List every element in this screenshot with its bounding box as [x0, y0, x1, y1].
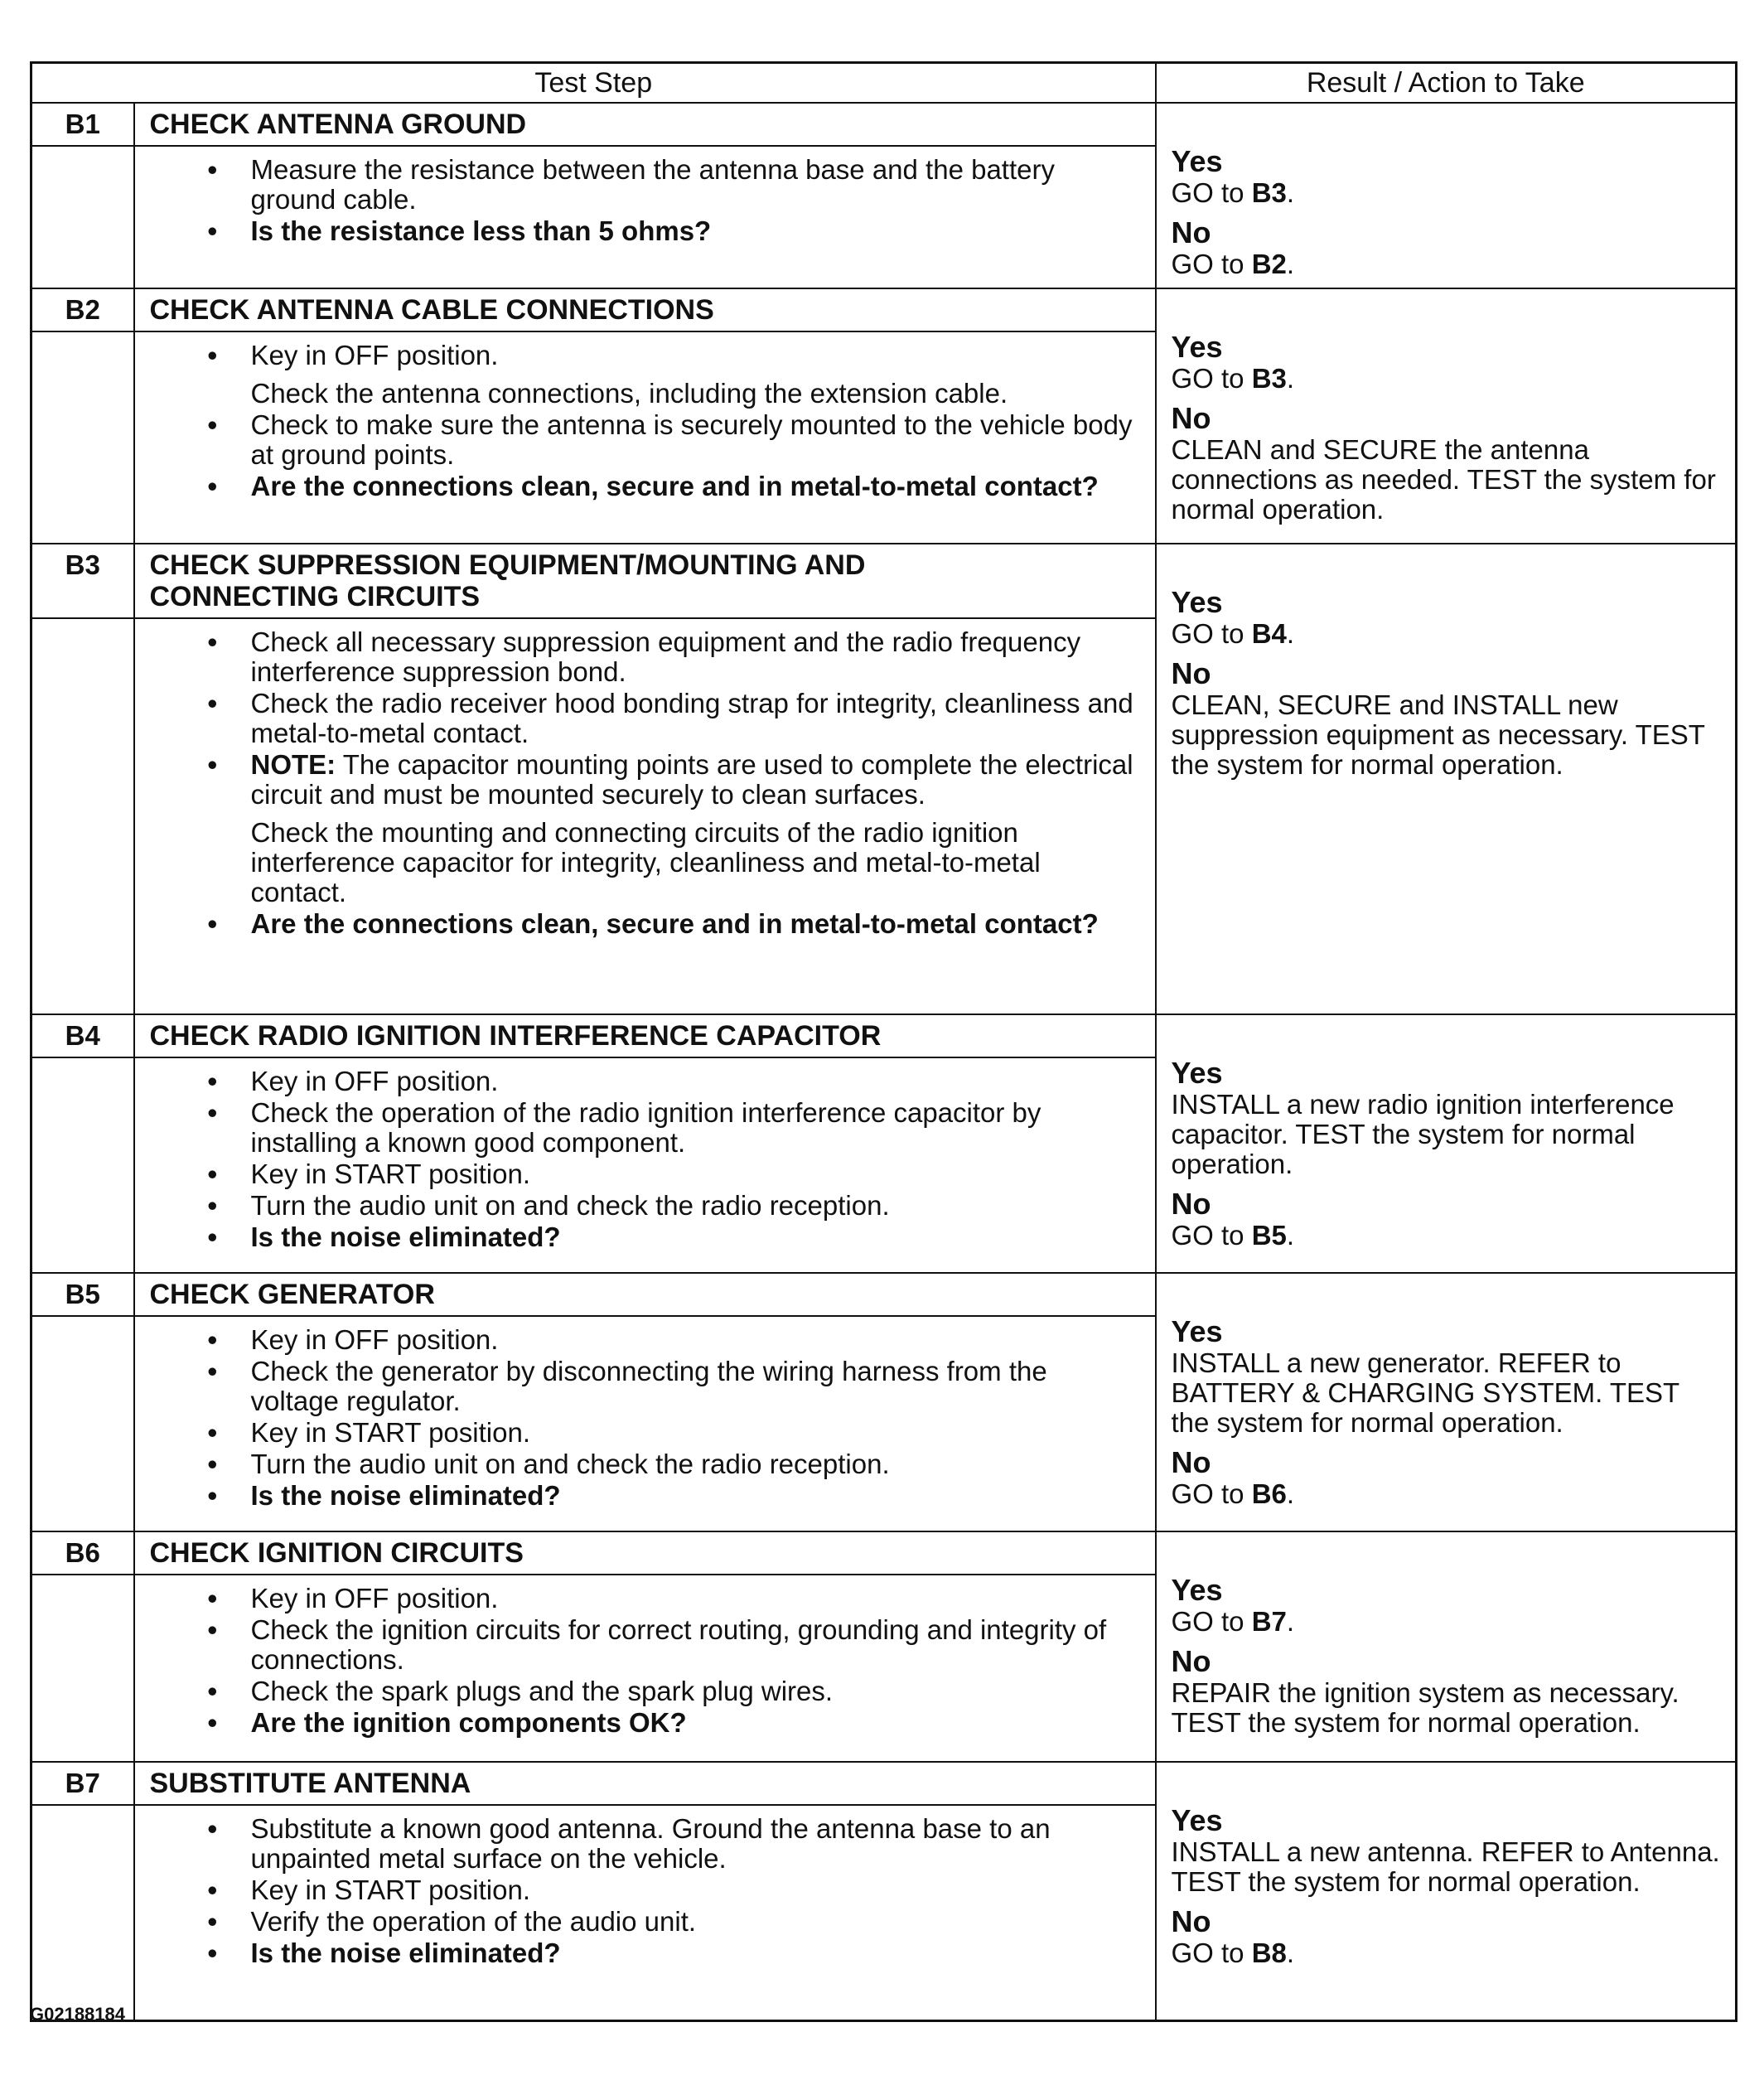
step-title: CHECK ANTENNA CABLE CONNECTIONS — [134, 288, 1156, 331]
result-yes-ref: B4 — [1251, 618, 1287, 649]
step-bullet-list — [135, 1067, 1138, 1252]
step-id: B5 — [31, 1273, 134, 1316]
result-no-action: GO to — [1171, 1938, 1244, 1968]
step-id: B4 — [31, 1014, 134, 1057]
result-no-text: GO to B6. — [1171, 1478, 1295, 1509]
result-yes-text: INSTALL a new radio ignition interference capacitor. TEST the system for normal operation. — [1171, 1089, 1675, 1179]
step-id: B6 — [31, 1531, 134, 1575]
list-item: • Key in OFF position. — [251, 1067, 1138, 1096]
step-id: B7 — [31, 1762, 134, 1805]
step-result — [1156, 1762, 1737, 2021]
list-item: • Check the operation of the radio ignition interference capacitor by installing a known good component. — [251, 1098, 1138, 1158]
result-no-action: GO to — [1171, 1220, 1244, 1251]
step-b6 — [31, 1531, 1737, 1762]
step-title-row — [31, 1531, 1737, 1575]
step-b1 — [31, 103, 1737, 288]
result-no-ref: B8 — [1251, 1938, 1287, 1968]
list-item: • Verify the operation of the audio unit. — [251, 1907, 1138, 1937]
step-result — [1156, 103, 1737, 288]
list-item-question: • Is the noise eliminated? — [251, 1938, 1138, 1968]
list-item: • Check the generator by disconnecting the wiring harness from the voltage regulator. — [251, 1357, 1138, 1416]
empty-id-cell — [31, 331, 134, 544]
step-title: SUBSTITUTE ANTENNA — [134, 1762, 1156, 1805]
result-yes-label: Yes — [1171, 1573, 1223, 1607]
result-yes-ref: B7 — [1251, 1606, 1287, 1637]
result-yes-text: GO to B3. — [1171, 177, 1295, 208]
result-yes-action: GO to — [1171, 177, 1244, 208]
result-no-action: GO to — [1171, 249, 1244, 279]
step-title: CHECK GENERATOR — [134, 1273, 1156, 1316]
result-no-text: GO to B5. — [1171, 1220, 1295, 1251]
list-item: • Key in START position. — [251, 1418, 1138, 1448]
empty-id-cell — [31, 146, 134, 288]
list-item: • Key in OFF position. — [251, 1325, 1138, 1355]
step-result — [1156, 1014, 1737, 1273]
step-result — [1156, 288, 1737, 544]
step-body — [134, 331, 1156, 544]
step-bullet-list — [135, 341, 1138, 501]
result-no-text: CLEAN, SECURE and INSTALL new suppression equipment as necessary. TEST the system for normal operation. — [1171, 689, 1705, 780]
list-item: • Check the spark plugs and the spark plug wires. — [251, 1676, 1138, 1706]
list-item-question: • Are the connections clean, secure and in metal-to-metal contact? — [251, 472, 1138, 501]
step-id: B2 — [31, 288, 134, 331]
result-no-action: GO to — [1171, 1478, 1244, 1509]
step-b5 — [31, 1273, 1737, 1531]
result-no-text: CLEAN and SECURE the antenna connections as needed. TEST the system for normal operation. — [1171, 434, 1716, 525]
step-title-row — [31, 1014, 1737, 1057]
list-item: • Key in START position. — [251, 1159, 1138, 1189]
header-result-action: Result / Action to Take — [1156, 63, 1737, 104]
result-no-ref: B5 — [1251, 1220, 1287, 1251]
diagnostic-document — [30, 61, 1735, 2022]
list-item-question: • Are the connections clean, secure and in metal-to-metal contact? — [251, 909, 1138, 939]
list-item: • Check all necessary suppression equipment and the radio frequency interference suppression bond. — [251, 627, 1138, 687]
step-title: CHECK IGNITION CIRCUITS — [134, 1531, 1156, 1575]
header-test-step: Test Step — [31, 63, 1156, 104]
result-yes-ref: B3 — [1251, 363, 1287, 394]
result-yes-text: INSTALL a new generator. REFER to BATTERY & CHARGING SYSTEM. TEST the system for normal operation. — [1171, 1347, 1679, 1438]
empty-id-cell — [31, 1575, 134, 1762]
step-b7 — [31, 1762, 1737, 2021]
figure-id: G02188184 — [30, 2004, 125, 2025]
step-title-row — [31, 288, 1737, 331]
step-body — [134, 1316, 1156, 1531]
step-result — [1156, 1531, 1737, 1762]
step-title: CHECK RADIO IGNITION INTERFERENCE CAPACITOR — [134, 1014, 1156, 1057]
result-yes-label: Yes — [1171, 1803, 1223, 1837]
result-yes-label: Yes — [1171, 1314, 1223, 1348]
result-no-label: No — [1171, 215, 1211, 249]
result-no-label: No — [1171, 1187, 1211, 1221]
list-item-note — [251, 750, 1138, 810]
result-no-text: REPAIR the ignition system as necessary. TEST the system for normal operation. — [1171, 1677, 1679, 1738]
step-b3 — [31, 544, 1737, 1014]
list-item: Check the mounting and connecting circuits of the radio ignition interference capacitor for integrity, cleanliness and metal-to-metal contact. — [250, 817, 1041, 907]
step-b4 — [31, 1014, 1737, 1273]
list-item: • Key in OFF position. — [251, 341, 1138, 370]
step-bullet-list — [135, 627, 1138, 939]
table-header-row — [31, 63, 1737, 104]
list-item: • Check the ignition circuits for correct routing, grounding and integrity of connections. — [251, 1615, 1138, 1675]
result-yes-text: GO to B7. — [1171, 1606, 1295, 1637]
step-bullet-list — [135, 1584, 1138, 1738]
step-bullet-list — [135, 155, 1138, 246]
result-yes-label: Yes — [1171, 1056, 1223, 1090]
pinpoint-test-table — [30, 61, 1737, 2022]
note-text: The capacitor mounting points are used to complete the electrical circuit and must be mounted securely to clean surfaces. — [250, 749, 1133, 810]
list-item: • Check the radio receiver hood bonding strap for integrity, cleanliness and metal-to-metal contact. — [251, 689, 1138, 748]
note-label: NOTE: — [250, 749, 336, 780]
result-no-label: No — [1171, 401, 1211, 435]
result-no-text: GO to B8. — [1171, 1938, 1295, 1968]
list-item: • Measure the resistance between the antenna base and the battery ground cable. — [251, 155, 1138, 215]
list-item: • Check to make sure the antenna is securely mounted to the vehicle body at ground points. — [251, 410, 1138, 470]
result-yes-label: Yes — [1171, 330, 1223, 364]
result-no-label: No — [1171, 1644, 1211, 1678]
step-id: B3 — [31, 544, 134, 618]
step-title: CHECK ANTENNA GROUND — [134, 103, 1156, 146]
step-title-row — [31, 1273, 1737, 1316]
step-bullet-list — [135, 1814, 1138, 1968]
result-yes-action: GO to — [1171, 618, 1244, 649]
step-result — [1156, 1273, 1737, 1531]
result-no-ref: B6 — [1251, 1478, 1287, 1509]
step-id: B1 — [31, 103, 134, 146]
list-item: • Turn the audio unit on and check the radio reception. — [251, 1191, 1138, 1221]
result-yes-label: Yes — [1171, 585, 1223, 619]
result-no-label: No — [1171, 1445, 1211, 1479]
step-body — [134, 1575, 1156, 1762]
step-title-row — [31, 544, 1737, 618]
list-item-question: • Is the noise eliminated? — [251, 1222, 1138, 1252]
result-yes-text: GO to B4. — [1171, 618, 1295, 649]
step-title-row — [31, 1762, 1737, 1805]
list-item: • Key in START position. — [251, 1875, 1138, 1905]
result-no-label: No — [1171, 1904, 1211, 1938]
result-no-label: No — [1171, 656, 1211, 690]
result-no-text: GO to B2. — [1171, 249, 1295, 279]
empty-id-cell — [31, 1805, 134, 2021]
list-item-question: • Are the ignition components OK? — [251, 1708, 1138, 1738]
result-no-ref: B2 — [1251, 249, 1287, 279]
step-body — [134, 618, 1156, 1014]
empty-id-cell — [31, 1057, 134, 1273]
result-yes-text: INSTALL a new antenna. REFER to Antenna. TEST the system for normal operation. — [1171, 1836, 1720, 1897]
result-yes-ref: B3 — [1251, 177, 1287, 208]
list-item-question: • Is the noise eliminated? — [251, 1481, 1138, 1511]
result-yes-action: GO to — [1171, 1606, 1244, 1637]
result-yes-text: GO to B3. — [1171, 363, 1295, 394]
empty-id-cell — [31, 1316, 134, 1531]
step-result — [1156, 544, 1737, 1014]
list-item: Check the antenna connections, including the extension cable. — [250, 378, 1008, 409]
result-yes-action: GO to — [1171, 363, 1244, 394]
step-body — [134, 1805, 1156, 2021]
step-title: CHECK SUPPRESSION EQUIPMENT/MOUNTING AND CONNECTING CIRCUITS — [134, 544, 1156, 618]
step-body — [134, 146, 1156, 288]
step-bullet-list — [135, 1325, 1138, 1511]
result-yes-label: Yes — [1171, 144, 1223, 178]
list-item: • Substitute a known good antenna. Ground the antenna base to an unpainted metal surface on the vehicle. — [251, 1814, 1138, 1874]
list-item: • Key in OFF position. — [251, 1584, 1138, 1613]
list-item-question: • Is the resistance less than 5 ohms? — [251, 216, 1138, 246]
step-b2 — [31, 288, 1737, 544]
empty-id-cell — [31, 618, 134, 1014]
step-title-row — [31, 103, 1737, 146]
list-item: • Turn the audio unit on and check the radio reception. — [251, 1449, 1138, 1479]
step-body — [134, 1057, 1156, 1273]
